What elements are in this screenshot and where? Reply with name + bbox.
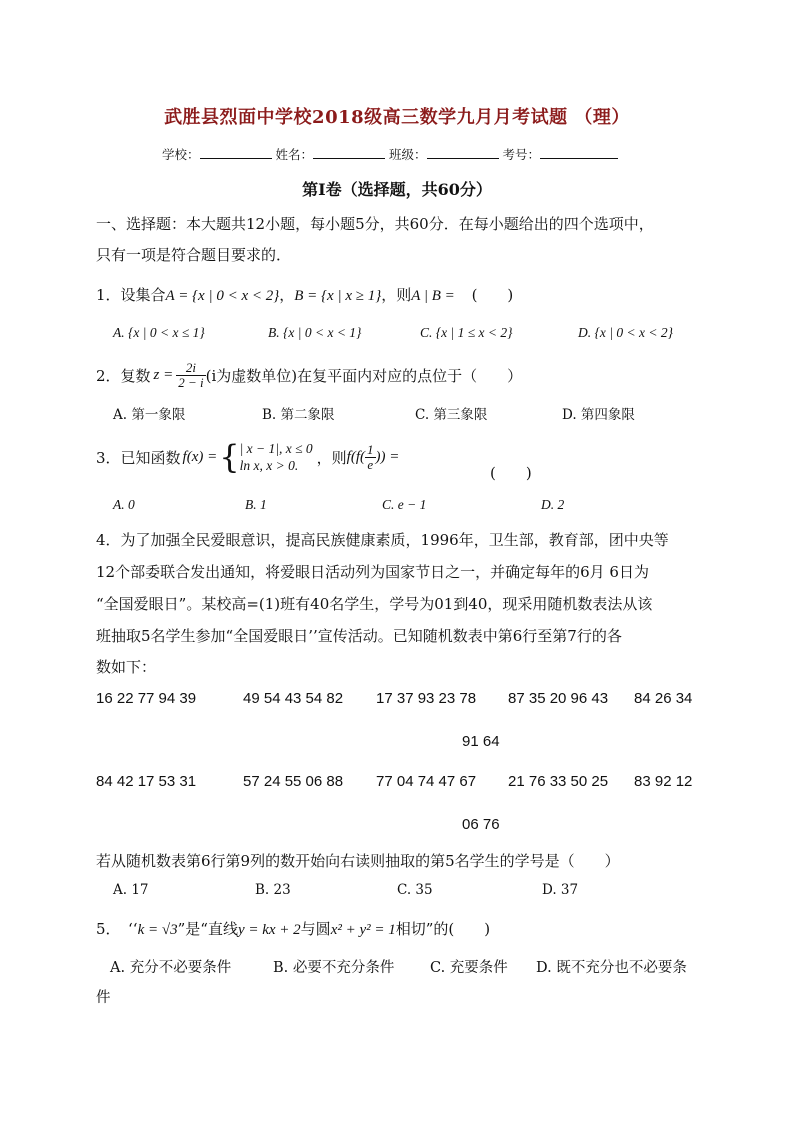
q3-option-b[interactable]: B. 1 [245,497,267,512]
answer-paren: ( ) [471,286,514,304]
q5-option-a[interactable]: A. 充分不必要条件 [110,960,232,976]
q5-line-expr: y = kx + 2 [237,922,301,938]
q3-fraction [365,443,376,472]
random-table-row7-group-5: 83 92 12 [634,773,693,790]
random-table-row6-group-4: 87 35 20 96 43 [508,690,609,707]
q2-fraction [176,361,205,390]
q3-piece-2: ln x, x > 0. [239,458,299,473]
q5-option-d[interactable]: D. 既不充分也不必要条 [536,960,687,976]
q2-stem-text-2: (i为虚数单位)在复平面内对应的点位于（ ） [205,366,523,385]
student-info-line [162,145,618,163]
q3-stem-text-2: ，则 [316,448,347,467]
answer-paren: ( ) [490,464,532,482]
q1-sep: ， [279,286,295,304]
section-intro-line-1: 一、选择题：本大题共12小题，每小题5分，共60分．在每小题给出的四个选项中， [96,215,654,233]
q4-line-3: “全国爱眼日”。某校高=(1)班有40名学生，学号为01到40，现采用随机数表法从该 [96,595,653,613]
q4-line-4: 班抽取5名学生参加“全国爱眼日’’宣传活动。已知随机数表中第6行至第7行的各 [96,627,622,645]
q4-option-a[interactable]: A. 17 [113,882,149,898]
random-table-row7-group-1: 84 42 17 53 31 [96,773,197,790]
q4-line-1: 4．为了加强全民爱眼意识，提高民族健康素质，1996年，卫生部，教育部，团中央等 [96,531,669,549]
q4-option-c[interactable]: C. 35 [397,882,433,898]
random-table-row6-group-2: 49 54 43 54 82 [243,690,344,707]
q1-option-b[interactable]: B. {x | 0 < x < 1} [268,325,362,340]
q1-stem-text: 1．设集合 [96,286,166,304]
random-table-row6-group-1: 16 22 77 94 39 [96,690,197,707]
q1-option-d[interactable]: D. {x | 0 < x < 2} [578,325,673,340]
q2-frac-den: 2 − i [178,374,204,390]
question-2-stem [96,356,522,394]
q1-option-c[interactable]: C. {x | 1 ≤ x < 2} [420,325,513,340]
random-table-row7-tail: 06 76 [462,816,500,833]
class-blank[interactable] [427,147,499,159]
random-table-row7-group-2: 57 24 55 06 88 [243,773,344,790]
q3-piece-1: | x − 1|, x ≤ 0 [239,441,313,456]
q3-f-lhs: f(x) = [182,448,218,465]
q5-option-d-wrap: 件 [96,990,111,1006]
q2-option-b[interactable]: B. 第二象限 [262,407,335,423]
q2-option-d[interactable]: D. 第四象限 [562,407,635,423]
school-blank[interactable] [200,147,272,159]
q4-option-d[interactable]: D. 37 [542,882,579,898]
part-title: 第Ⅰ卷（选择题，共60分） [302,180,492,199]
q3-stem-text: 3．已知函数 [96,448,181,467]
q3-option-a[interactable]: A. 0 [113,497,135,512]
question-3-stem [96,436,399,478]
q5-k-expr: k = √3 [137,922,178,938]
q1-stem-text-2: ，则 [381,286,412,304]
id-label: 考号： [502,147,541,162]
q3-frac-den: e [367,456,374,472]
school-label: 学校： [162,147,200,162]
q4-line-2: 12个部委联合发出通知，将爱眼日活动列为国家节日之一，并确定每年的6月 6日为 [96,563,649,581]
name-blank[interactable] [313,147,385,159]
q1-option-a[interactable]: A. {x | 0 < x ≤ 1} [113,325,205,340]
q4-line-5: 数如下： [96,658,157,676]
q3-ff-end: )) = [375,448,400,465]
q3-option-c[interactable]: C. e − 1 [382,497,427,512]
q3-frac-num: 1 [367,441,374,457]
q5-stem-text-3: 与圆 [300,920,331,938]
id-blank[interactable] [540,147,618,159]
q1-set-a: A = {x | 0 < x < 2} [165,288,280,304]
question-5-stem [96,918,490,939]
random-table-row6-tail: 91 64 [462,733,500,750]
q5-stem-text-2: ”是“直线 [177,920,238,938]
random-table-row7-group-4: 21 76 33 50 25 [508,773,609,790]
name-label: 姓名： [275,147,314,162]
q3-ff: f(f( [346,448,365,465]
question-1-stem [96,284,513,305]
q1-intersection: A | B = [411,288,455,304]
q5-circle-expr: x² + y² = 1 [330,922,396,938]
q2-stem-text: 2．复数 [96,366,151,385]
exam-title: 武胜县烈面中学校2018级高三数学九月月考试题 （理） [164,107,630,128]
q2-z: z = [153,366,174,383]
q2-option-c[interactable]: C. 第三象限 [415,407,488,423]
q5-stem-text-4: 相切”的( ) [395,920,491,938]
q3-piecewise [240,440,313,474]
class-label: 班级： [389,147,427,162]
random-table-row7-group-3: 77 04 74 47 67 [376,773,477,790]
random-table-row6-group-5: 84 26 34 [634,690,693,707]
q5-option-b[interactable]: B. 必要不充分条件 [273,960,395,976]
q5-option-c[interactable]: C. 充要条件 [430,960,508,976]
q3-brace: { [219,438,240,476]
q2-option-a[interactable]: A. 第一象限 [113,407,186,423]
q2-frac-num: 2i [176,361,205,376]
section-intro-line-2: 只有一项是符合题目要求的． [96,246,292,264]
q4-option-b[interactable]: B. 23 [255,882,291,898]
q3-option-d[interactable]: D. 2 [541,497,565,512]
q5-stem-text: 5． ‘‘ [96,920,138,938]
q4-question: 若从随机数表第6行第9列的数开始向右读则抽取的第5名学生的学号是（ ） [96,852,620,870]
random-table-row6-group-3: 17 37 93 23 78 [376,690,477,707]
q1-set-b: B = {x | x ≥ 1} [294,288,382,304]
